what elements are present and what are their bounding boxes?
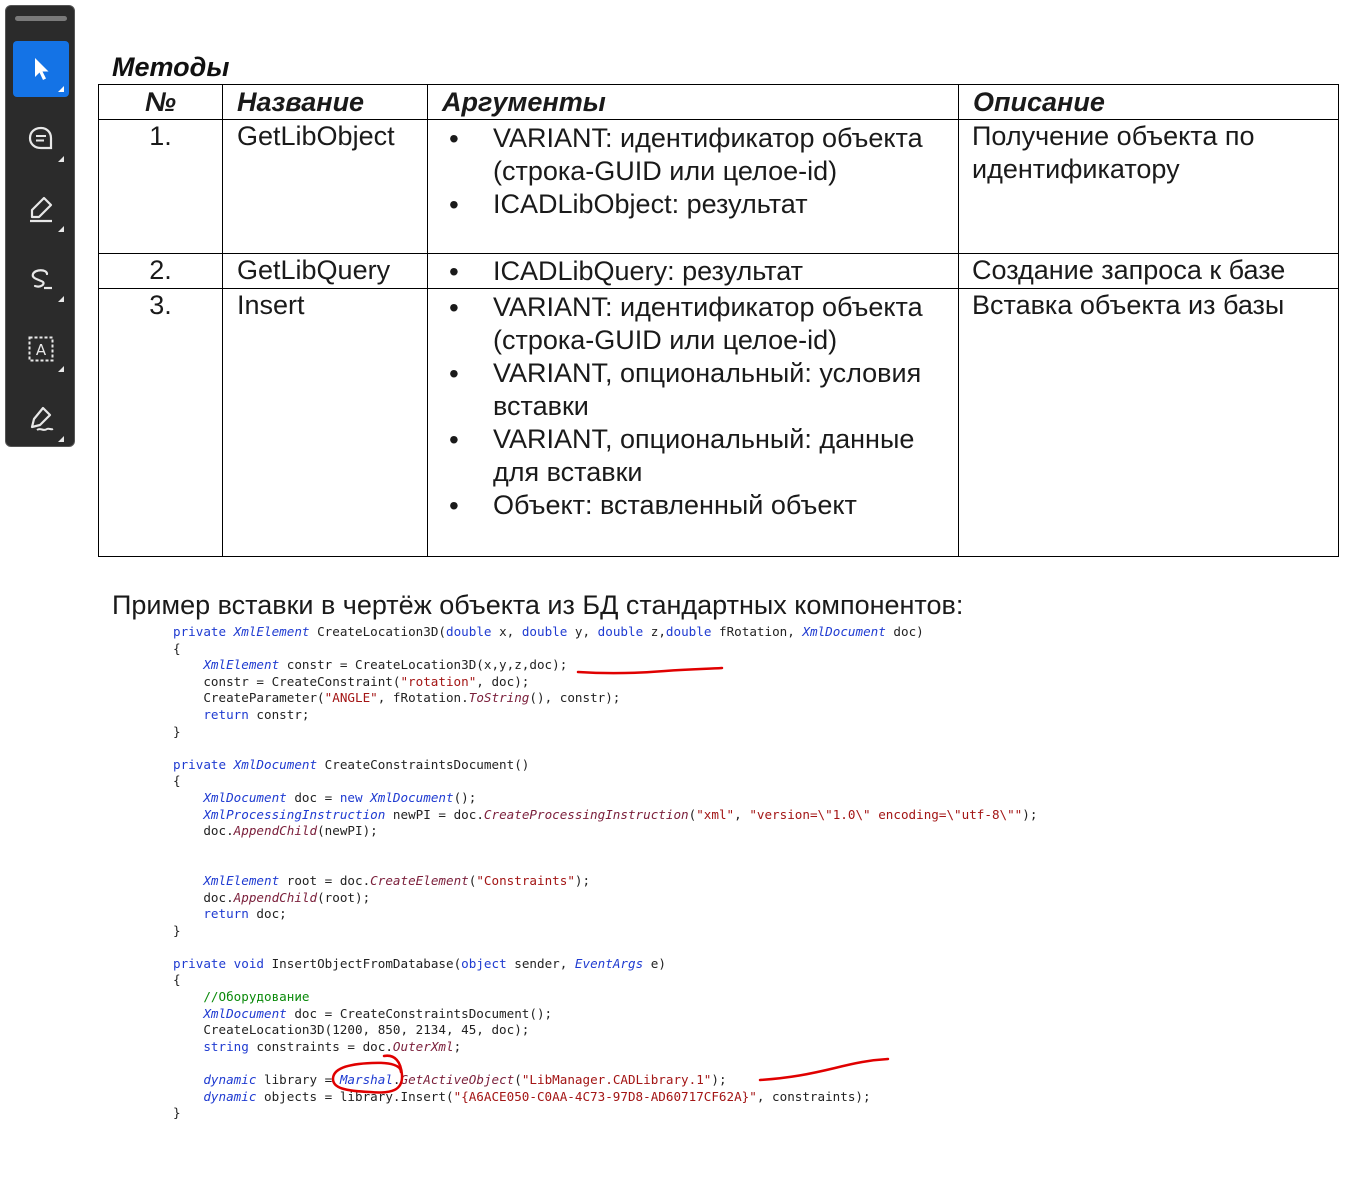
pen-signature-icon [27,405,55,433]
section-title: Методы [112,52,230,82]
select-tool-button[interactable] [13,41,69,97]
sign-tool-button[interactable] [13,391,69,447]
column-header: № [99,85,223,120]
table-row [99,254,1339,289]
description: Вставка объекта из базы [959,289,1339,557]
description: Создание запроса к базе [959,254,1339,289]
method-name: Insert [223,289,428,557]
arguments-cell [428,254,959,289]
arguments-cell [428,289,959,557]
argument-item: • VARIANT, опциональный: условия вставки [428,357,958,423]
argument-item: • ICADLibQuery: результат [428,255,958,288]
highlighter-icon [27,195,55,223]
cursor-arrow-icon [27,55,55,83]
toolbar-drag-handle[interactable] [15,16,67,21]
row-number: 3. [99,289,223,557]
table-row [99,289,1339,557]
example-title: Пример вставки в чертёж объекта из БД стандартных компонентов: [112,590,964,620]
column-header: Аргументы [428,85,959,120]
freehand-draw-icon [27,265,55,293]
comment-icon [27,125,55,153]
description: Получение объекта по идентификатору [959,120,1339,254]
method-name: GetLibObject [223,120,428,254]
text-box-icon [27,335,55,363]
code-listing: private XmlElement CreateLocation3D(double x, double y, double z,double fRotation, XmlDocument doc) { XmlElement constr = CreateLocation3D(x,y,z,doc); constr = CreateConstraint("rotation", doc); CreateParameter("ANGLE", fRotation.ToString(), constr); return constr; } private XmlDocument CreateConstraintsDocument() { XmlDocument doc = new XmlDocument(); XmlProcessingInstruction newPI = doc.CreateProcessingInstruction("xml", "version=\"1.0\" encoding=\"utf-8\""); doc.AppendChild(newPI); XmlElement root = doc.CreateElement("Constraints"); doc.AppendChild(root); return doc; } private void InsertObjectFromDatabase(object sender, EventArgs e) { //Оборудование XmlDocument doc = CreateConstraintsDocument(); CreateLocation3D(1200, 850, 2134, 45, doc); string constraints = doc.OuterXml; dynamic library = Marshal.GetActiveObject("LibManager.CADLibrary.1"); dynamic objects = library.Insert("{A6ACE050-C0AA-4C73-97D8-AD60717CF62A}", constraints); } [173,624,1038,1121]
highlight-tool-button[interactable] [13,181,69,237]
text-box-tool-button[interactable] [13,321,69,377]
column-header: Описание [959,85,1339,120]
argument-item: • VARIANT: идентификатор объекта (строка-GUID или целое-id) [428,291,958,357]
argument-item: • ICADLibObject: результат [428,188,958,221]
argument-item: • VARIANT: идентификатор объекта (строка-GUID или целое-id) [428,122,958,188]
comment-tool-button[interactable] [13,111,69,167]
table-row [99,120,1339,254]
row-number: 1. [99,120,223,254]
row-number: 2. [99,254,223,289]
method-name: GetLibQuery [223,254,428,289]
argument-item: • Объект: вставленный объект [428,489,958,522]
arguments-cell [428,120,959,254]
svg-text:A: A [35,341,47,359]
argument-item: • VARIANT, опциональный: данные для вставки [428,423,958,489]
table-header-row [99,85,1339,120]
methods-table [98,84,1339,557]
column-header: Название [223,85,428,120]
draw-tool-button[interactable] [13,251,69,307]
annotation-toolbar [5,5,75,447]
